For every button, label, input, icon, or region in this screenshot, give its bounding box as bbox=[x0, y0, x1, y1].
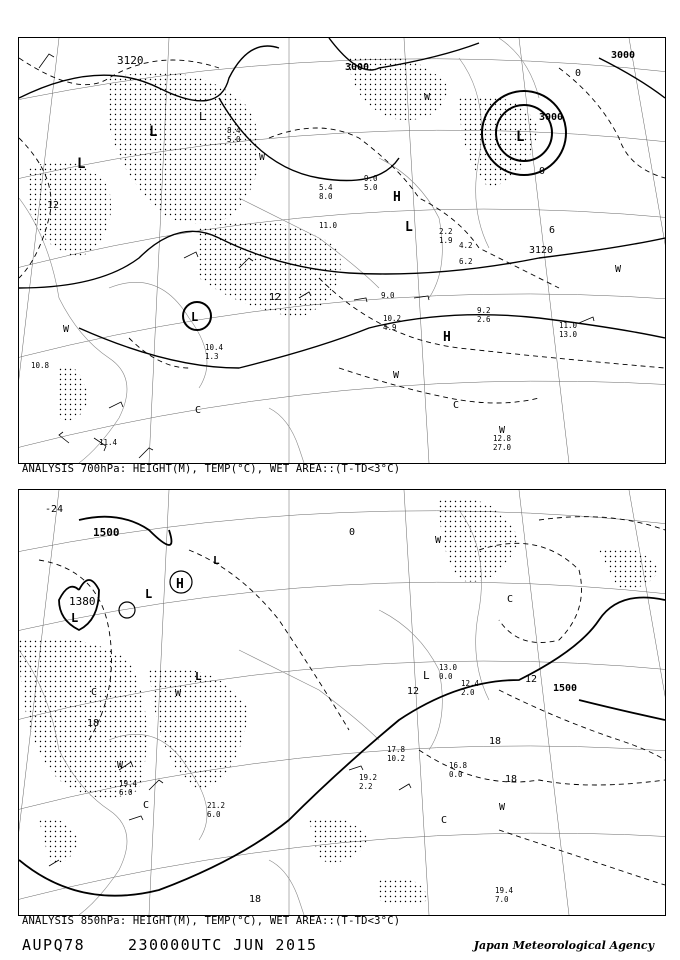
contour-label: 3000 bbox=[539, 112, 564, 123]
temp-label: 18 bbox=[489, 736, 502, 747]
temp-label: 12 bbox=[407, 686, 420, 697]
warm-marker: W bbox=[393, 370, 400, 381]
station-value: 10.2 bbox=[383, 314, 402, 323]
station-value: 6.0 bbox=[119, 788, 133, 797]
temp-label: 0 bbox=[575, 68, 582, 79]
station-value: 27.0 bbox=[493, 443, 512, 452]
warm-marker: W bbox=[424, 92, 431, 103]
product-id: AUPQ78 bbox=[22, 936, 86, 954]
contour-label: 3120 bbox=[117, 54, 144, 67]
temp-label: 12 bbox=[525, 674, 538, 685]
low-center-marker: L bbox=[405, 220, 413, 235]
cold-marker: C bbox=[143, 800, 150, 811]
low-center-marker: L bbox=[145, 587, 153, 601]
station-value: 19.4 bbox=[119, 779, 138, 788]
temp-label: 0 bbox=[539, 166, 546, 177]
contour-label: 3000 bbox=[611, 50, 636, 61]
station-value: 11.4 bbox=[99, 438, 118, 447]
cold-marker: C bbox=[91, 687, 98, 698]
map-850hpa-canvas bbox=[19, 490, 665, 915]
station-value: 13.0 bbox=[559, 330, 578, 339]
station-value: 5.0 bbox=[364, 183, 378, 192]
map-850hpa bbox=[18, 489, 666, 916]
temp-label: 12 bbox=[47, 200, 60, 211]
contour-label: 3120 bbox=[529, 245, 554, 256]
map-700hpa bbox=[18, 37, 666, 464]
station-value: 7.0 bbox=[495, 895, 509, 904]
station-value: 1.3 bbox=[205, 352, 219, 361]
station-value: 17.8 bbox=[387, 745, 406, 754]
low-center-marker: L bbox=[71, 611, 79, 625]
station-value: 4.2 bbox=[459, 241, 473, 250]
station-value: 0.0 bbox=[449, 770, 463, 779]
station-value: 1.9 bbox=[439, 236, 453, 245]
station-value: 8.4 bbox=[227, 126, 241, 135]
contour-label: 1380 bbox=[69, 595, 96, 608]
agency-credit: Japan Meteorological Agency bbox=[473, 939, 654, 952]
warm-marker: W bbox=[435, 535, 442, 546]
temp-label: 18 bbox=[87, 718, 100, 729]
station-value: 21.2 bbox=[207, 801, 226, 810]
cold-marker: C bbox=[453, 400, 460, 411]
contour-label: 3000 bbox=[345, 62, 370, 73]
contour-label: 1500 bbox=[553, 683, 578, 694]
caption-700hpa: ANALYSIS 700hPa: HEIGHT(M), TEMP(°C), WET AREA::(T-TD<3°C) bbox=[22, 463, 401, 475]
station-value: 9.2 bbox=[477, 306, 491, 315]
station-value: 9.0 bbox=[364, 174, 378, 183]
temp-label: 0 bbox=[349, 527, 356, 538]
station-value: 4.9 bbox=[383, 323, 397, 332]
station-value: 10.4 bbox=[205, 343, 224, 352]
valid-time: 230000UTC JUN 2015 bbox=[128, 936, 318, 954]
warm-marker: W bbox=[175, 688, 182, 699]
cold-marker: C bbox=[195, 405, 202, 416]
low-center-marker: L bbox=[199, 110, 206, 123]
station-value: 9.0 bbox=[381, 291, 395, 300]
low-center-marker: L bbox=[77, 156, 86, 172]
wet-area bbox=[29, 56, 539, 421]
cold-marker: C bbox=[441, 815, 448, 826]
station-value: 6.0 bbox=[207, 810, 221, 819]
station-value: 10.8 bbox=[31, 361, 50, 370]
cold-marker: C bbox=[507, 594, 514, 605]
station-value: 11.0 bbox=[559, 321, 578, 330]
caption-850hpa: ANALYSIS 850hPa: HEIGHT(M), TEMP(°C), WET AREA::(T-TD<3°C) bbox=[22, 915, 401, 927]
station-value: 12.4 bbox=[461, 679, 480, 688]
station-value: 2.2 bbox=[359, 782, 373, 791]
station-value: 5.4 bbox=[319, 183, 333, 192]
station-value: 12.8 bbox=[493, 434, 512, 443]
map-700hpa-canvas bbox=[19, 38, 665, 463]
station-value: 0.0 bbox=[439, 672, 453, 681]
station-value: 6.2 bbox=[459, 257, 473, 266]
high-center-marker: H bbox=[393, 190, 401, 205]
station-value: 2.0 bbox=[461, 688, 475, 697]
station-value: 2.6 bbox=[477, 315, 491, 324]
station-value: 5.0 bbox=[227, 135, 241, 144]
contour-label: 12 bbox=[269, 292, 282, 303]
wet-area bbox=[19, 498, 659, 905]
low-center-marker: L bbox=[516, 129, 525, 145]
station-value: 13.0 bbox=[439, 663, 458, 672]
station-value: 2.2 bbox=[439, 227, 453, 236]
warm-marker: W bbox=[499, 425, 506, 436]
contour-label: 1500 bbox=[93, 526, 120, 539]
high-center-marker: H bbox=[443, 330, 451, 345]
station-value: 19.4 bbox=[495, 886, 514, 895]
high-center-marker: H bbox=[176, 577, 184, 592]
temp-label: -24 bbox=[45, 504, 64, 515]
warm-marker: W bbox=[63, 324, 70, 335]
warm-marker: W bbox=[615, 264, 622, 275]
low-center-marker: L bbox=[423, 669, 430, 682]
warm-marker: W bbox=[259, 152, 266, 163]
low-center-marker: L bbox=[191, 310, 199, 324]
low-center-marker: L bbox=[195, 670, 202, 683]
station-value: 10.2 bbox=[387, 754, 406, 763]
temp-label: 18 bbox=[249, 894, 262, 905]
station-value: 16.8 bbox=[449, 761, 468, 770]
warm-marker: W bbox=[117, 760, 124, 771]
station-value: 8.0 bbox=[319, 192, 333, 201]
low-center-marker: L bbox=[213, 554, 220, 567]
warm-marker: W bbox=[499, 802, 506, 813]
temp-label: 6 bbox=[549, 225, 556, 236]
station-value: 19.2 bbox=[359, 773, 378, 782]
station-value: 11.0 bbox=[319, 221, 338, 230]
low-center-marker: L bbox=[149, 124, 158, 140]
temp-label: 18 bbox=[505, 774, 518, 785]
